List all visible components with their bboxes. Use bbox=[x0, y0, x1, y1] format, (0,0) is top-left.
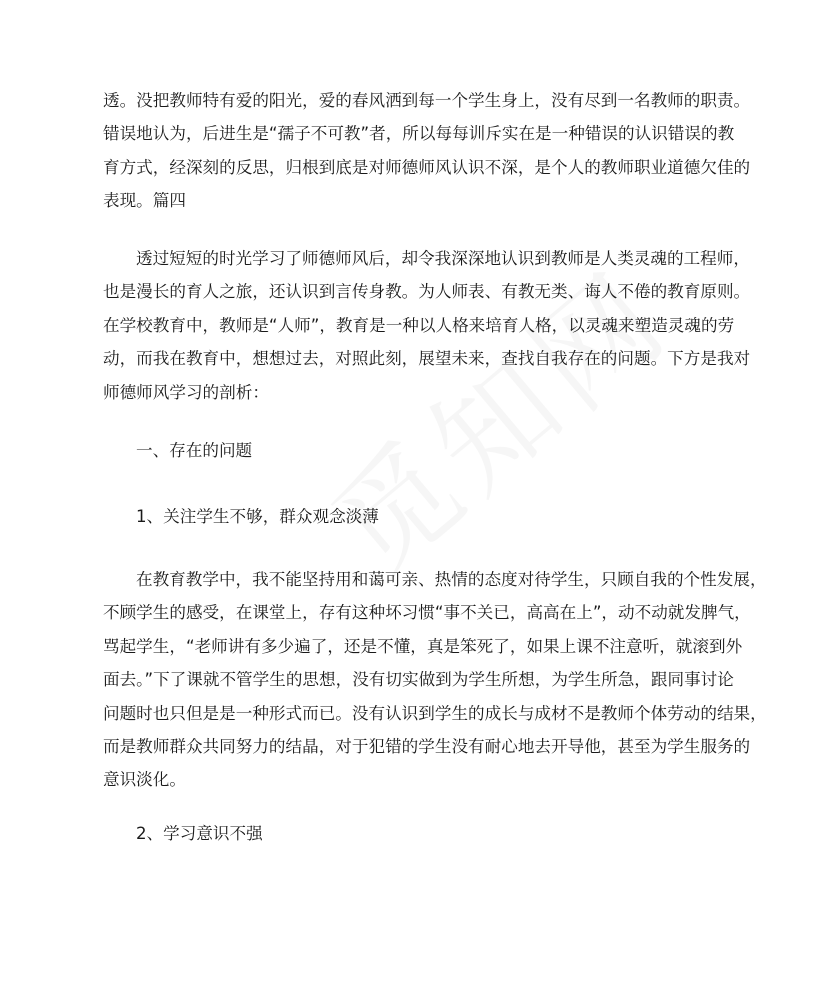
text-line: 而是教师群众共同努力的结晶，对于犯错的学生没有耐心地去开导他，甚至为学生服务的 bbox=[103, 736, 751, 756]
text-line: 也是漫长的育人之旅，还认识到言传身教。为人师表、有教无类、诲人不倦的教育原则。 bbox=[103, 282, 751, 302]
subsection-heading: 2、学习意识不强 bbox=[136, 824, 263, 843]
subsection-heading: 1、关注学生不够，群众观念淡薄 bbox=[136, 507, 379, 526]
text-line: 表现。篇四 bbox=[103, 191, 186, 211]
text-line: 在学校教育中，教师是“人师”，教育是一种以人格来培育人格，以灵魂来塑造灵魂的劳 bbox=[103, 315, 735, 335]
text-line: 骂起学生，“老师讲有多少遍了，还是不懂，真是笨死了，如果上课不注意听，就滚到外 bbox=[103, 636, 743, 656]
text-line: 不顾学生的感受，在课堂上，存有这种坏习惯“事不关已，高高在上”，动不动就发脾气， bbox=[103, 603, 751, 623]
text-line: 动，而我在教育中，想想过去，对照此刻，展望未来，查找自我存在的问题。下方是我对 bbox=[103, 349, 751, 369]
text-line: 师德师风学习的剖析： bbox=[103, 382, 269, 402]
paragraph-3 bbox=[103, 563, 767, 797]
text-line: 在教育教学中，我不能坚持用和蔼可亲、热情的态度对待学生，只顾自我的个性发展， bbox=[136, 570, 767, 589]
text-line: 问题时也只但是是一种形式而已。没有认识到学生的成长与成材不是教师个体劳动的结果， bbox=[103, 703, 767, 723]
section-heading: 一、存在的问题 bbox=[136, 441, 253, 460]
paragraph-2 bbox=[103, 242, 751, 409]
text-line: 面去。”下了课就不管学生的思想，没有切实做到为学生所想，为学生所急，跟同事讨论 bbox=[103, 670, 734, 690]
text-line: 错误地认为，后进生是“孺子不可教”者，所以每每训斥实在是一种错误的认识错误的教 bbox=[103, 124, 735, 144]
paragraph-1 bbox=[103, 84, 751, 218]
text-line: 意识淡化。 bbox=[103, 770, 186, 790]
text-line: 育方式，经深刻的反思，归根到底是对师德师风认识不深，是个人的教师职业道德欠佳的 bbox=[103, 157, 751, 177]
text-line: 透过短短的时光学习了师德师风后，却令我深深地认识到教师是人类灵魂的工程师， bbox=[136, 249, 750, 268]
text-line: 透。没把教师特有爱的阳光，爱的春风洒到每一个学生身上，没有尽到一名教师的职责。 bbox=[103, 91, 751, 110]
